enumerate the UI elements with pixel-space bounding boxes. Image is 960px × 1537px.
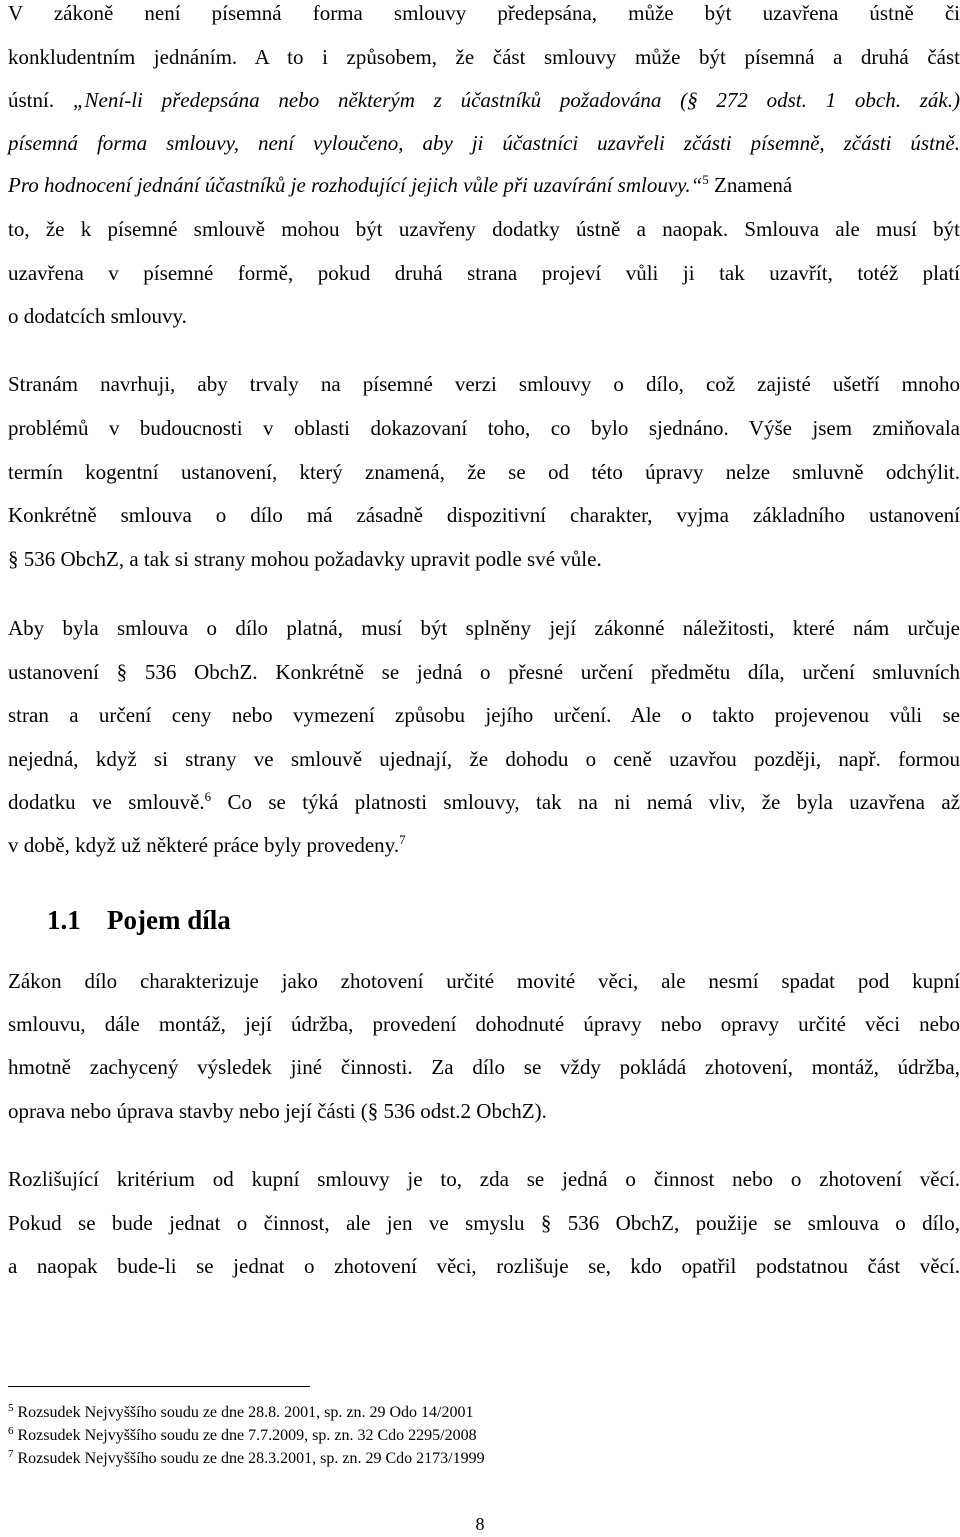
footnote xyxy=(8,1403,473,1423)
text-span: ústní. xyxy=(8,88,73,112)
text-line xyxy=(8,833,960,857)
footnote xyxy=(8,1426,477,1446)
section-title: Pojem díla xyxy=(107,905,231,935)
footnote-ref: 5 xyxy=(702,172,709,187)
quote-line: písemná forma smlouvy, není vyloučeno, aby ji účastníci uzavřeli zčásti písemně, zčásti ústně. xyxy=(8,131,960,155)
text-line: oprava nebo úprava stavby nebo její části (§ 536 odst.2 ObchZ). xyxy=(8,1099,547,1123)
text-line: konkludentním jednáním. A to i způsobem, že část smlouvy může být písemná a druhá část xyxy=(8,45,960,69)
text-line: o dodatcích smlouvy. xyxy=(8,304,187,328)
text-line: Konkrétně smlouva o dílo má zásadně dispozitivní charakter, vyjma základního ustanovení xyxy=(8,503,960,527)
text-line: ustanovení § 536 ObchZ. Konkrétně se jedná o přesné určení předmětu díla, určení smluvních xyxy=(8,660,960,684)
text-span: dodatku ve smlouvě. xyxy=(8,790,205,814)
text-line: termín kogentní ustanovení, který znamená, že se od této úpravy nelze smluvně odchýlit. xyxy=(8,460,960,484)
footnote-text: Rozsudek Nejvyššího soudu ze dne 28.8. 2001, sp. zn. 29 Odo 14/2001 xyxy=(17,1404,474,1421)
text-line: Stranám navrhuji, aby trvaly na písemné verzi smlouvy o dílo, což zajisté ušetří mnoho xyxy=(8,372,960,396)
footnote-number: 7 xyxy=(8,1448,14,1460)
text-line: uzavřena v písemné formě, pokud druhá strana projeví vůli ji tak uzavřít, totéž platí xyxy=(8,261,960,285)
text-line: hmotně zachycený výsledek jiné činnosti. Za dílo se vždy pokládá zhotovení, montáž, údržba, xyxy=(8,1055,960,1079)
text-line: Zákon dílo charakterizuje jako zhotovení určité movité věci, ale nesmí spadat pod kupní xyxy=(8,969,960,993)
footnote-text: Rozsudek Nejvyššího soudu ze dne 7.7.2009, sp. zn. 32 Cdo 2295/2008 xyxy=(17,1427,477,1444)
text-line: Pokud se bude jednat o činnost, ale jen ve smyslu § 536 ObchZ, použije se smlouva o dílo, xyxy=(8,1211,960,1235)
quote-span: Pro hodnocení jednání účastníků je rozhodující jejich vůle při uzavírání smlouvy.“ xyxy=(8,173,703,197)
footnote-ref: 6 xyxy=(204,789,212,804)
footnote-text: Rozsudek Nejvyššího soudu ze dne 28.3.2001, sp. zn. 29 Cdo 2173/1999 xyxy=(17,1450,485,1467)
text-line: stran a určení ceny nebo vymezení způsobu jejího určení. Ale o takto projevenou vůli se xyxy=(8,703,960,727)
page-number: 8 xyxy=(475,1514,485,1534)
text-line: § 536 ObchZ, a tak si strany mohou požadavky upravit podle své vůle. xyxy=(8,547,602,571)
text-line xyxy=(8,790,960,814)
text-line: V zákoně není písemná forma smlouvy předepsána, může být uzavřena ústně či xyxy=(8,1,960,25)
section-number: 1.1 xyxy=(47,905,81,935)
footnote-number: 6 xyxy=(8,1425,14,1437)
text-span: Co se týká platnosti smlouvy, tak na ni nemá vliv, že byla uzavřena až xyxy=(211,790,960,814)
text-line xyxy=(8,88,960,112)
text-line xyxy=(8,173,960,197)
footnote-number: 5 xyxy=(8,1402,14,1414)
footnote-ref: 7 xyxy=(399,832,406,847)
text-line: to, že k písemné smlouvě mohou být uzavřeny dodatky ústně a naopak. Smlouva ale musí být xyxy=(8,217,960,241)
section-heading xyxy=(47,904,231,936)
text-line: Aby byla smlouva o dílo platná, musí být splněny její zákonné náležitosti, které nám určuje xyxy=(8,616,960,640)
text-span: Znamená xyxy=(708,173,793,197)
quote-span: „Není-li předepsána nebo některým z účastníků požadována (§ 272 odst. 1 obch. zák.) xyxy=(72,88,960,112)
footnote-separator xyxy=(8,1386,310,1387)
text-line: Rozlišující kritérium od kupní smlouvy je to, zda se jedná o činnost nebo o zhotovení věcí. xyxy=(8,1167,960,1191)
footnote xyxy=(8,1449,485,1469)
text-line: problémů v budoucnosti v oblasti dokazovaní toho, co bylo sjednáno. Výše jsem zmiňovala xyxy=(8,416,960,440)
text-span: v době, když už některé práce byly provedeny. xyxy=(8,833,400,857)
text-line: a naopak bude-li se jednat o zhotovení věci, rozlišuje se, kdo opatřil podstatnou část věcí. xyxy=(8,1254,960,1278)
text-line: smlouvu, dále montáž, její údržba, provedení dohodnuté úpravy nebo opravy určité věci nebo xyxy=(8,1012,960,1036)
text-line: nejedná, když si strany ve smlouvě ujednají, že dohodu o ceně uzavřou později, např. formou xyxy=(8,747,960,771)
